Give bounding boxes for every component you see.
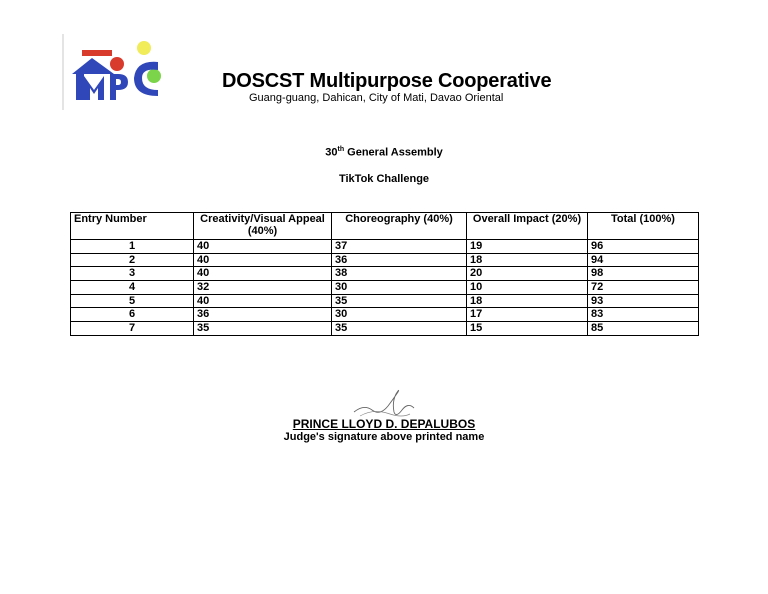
cell-choreography: 35 (332, 322, 467, 336)
cell-total: 85 (588, 322, 699, 336)
cell-total: 98 (588, 267, 699, 281)
ordinal-number: 30 (325, 146, 338, 159)
table-row (71, 267, 699, 281)
column-header-creativity: Creativity/Visual Appeal (40%) (194, 213, 332, 240)
table-row (71, 322, 699, 336)
cell-creativity: 40 (194, 240, 332, 254)
cell-overall-impact: 19 (467, 240, 588, 254)
cell-total: 83 (588, 308, 699, 322)
cell-choreography: 35 (332, 294, 467, 308)
table-row (71, 281, 699, 295)
cell-creativity: 40 (194, 253, 332, 267)
table-row (71, 294, 699, 308)
cell-creativity: 40 (194, 294, 332, 308)
cell-overall-impact: 18 (467, 253, 588, 267)
cell-choreography: 30 (332, 308, 467, 322)
column-header-impact: Overall Impact (20%) (467, 213, 588, 240)
ordinal-suffix: th (337, 146, 345, 153)
cell-total: 94 (588, 253, 699, 267)
cell-overall-impact: 15 (467, 322, 588, 336)
cell-choreography: 30 (332, 281, 467, 295)
column-header-entry: Entry Number (71, 213, 194, 240)
table-header-row (71, 213, 699, 240)
cell-entry-number: 1 (71, 240, 194, 254)
cell-creativity: 36 (194, 308, 332, 322)
cell-entry-number: 3 (71, 267, 194, 281)
cell-overall-impact: 18 (467, 294, 588, 308)
table-row (71, 240, 699, 254)
mpc-logo-icon (62, 32, 174, 110)
score-table (70, 212, 699, 336)
event-title (0, 146, 768, 159)
cell-overall-impact: 10 (467, 281, 588, 295)
cell-overall-impact: 20 (467, 267, 588, 281)
organization-address: Guang-guang, Dahican, City of Mati, Davao Oriental (249, 92, 504, 104)
cell-choreography: 37 (332, 240, 467, 254)
column-header-choreography: Choreography (40%) (332, 213, 467, 240)
cell-entry-number: 7 (71, 322, 194, 336)
cell-choreography: 38 (332, 267, 467, 281)
cell-entry-number: 6 (71, 308, 194, 322)
assembly-label: General Assembly (347, 146, 443, 159)
cell-creativity: 32 (194, 281, 332, 295)
cell-choreography: 36 (332, 253, 467, 267)
judge-caption: Judge's signature above printed name (283, 431, 485, 443)
column-header-total: Total (100%) (588, 213, 699, 240)
cell-entry-number: 2 (71, 253, 194, 267)
cell-overall-impact: 17 (467, 308, 588, 322)
cell-creativity: 35 (194, 322, 332, 336)
cell-total: 93 (588, 294, 699, 308)
challenge-title: TikTok Challenge (338, 173, 430, 185)
organization-name: DOSCST Multipurpose Cooperative (222, 70, 552, 92)
judge-name: PRINCE LLOYD D. DEPALUBOS (292, 417, 476, 431)
cell-total: 72 (588, 281, 699, 295)
cell-total: 96 (588, 240, 699, 254)
cell-entry-number: 5 (71, 294, 194, 308)
table-row (71, 308, 699, 322)
table-row (71, 253, 699, 267)
cell-creativity: 40 (194, 267, 332, 281)
cell-entry-number: 4 (71, 281, 194, 295)
